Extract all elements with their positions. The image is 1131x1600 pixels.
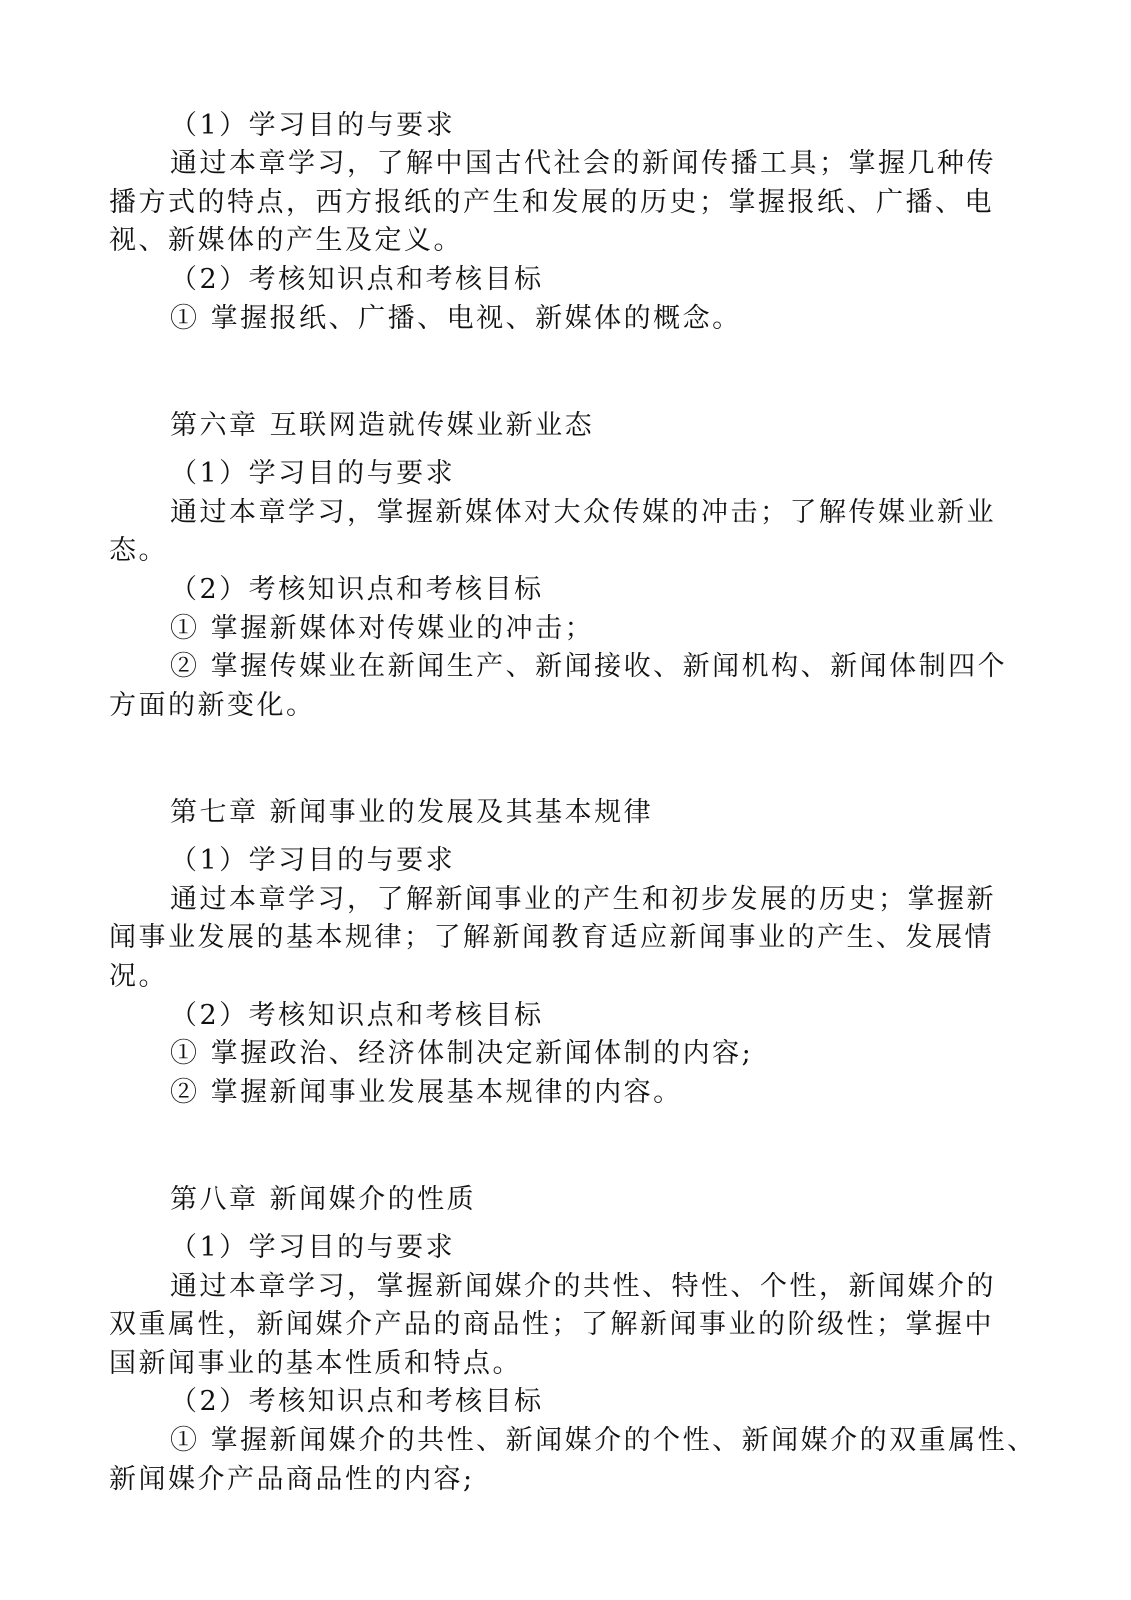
assessment-item: ① 掌握政治、经济体制决定新闻体制的内容; [170, 1038, 754, 1069]
assessment-item-continuation: 新闻媒介产品商品性的内容; [109, 1464, 475, 1495]
objective-text-line: 通过本章学习，了解新闻事业的产生和初步发展的历史；掌握新 [170, 884, 996, 915]
objective-text-line: 闻事业发展的基本规律；了解新闻教育适应新闻事业的产生、发展情 [109, 922, 994, 953]
assessment-heading: （2）考核知识点和考核目标 [170, 1386, 544, 1417]
chapter-title: 第六章 互联网造就传媒业新业态 [170, 410, 595, 441]
chapter-title: 第八章 新闻媒介的性质 [170, 1184, 477, 1215]
objective-heading: （1）学习目的与要求 [170, 845, 456, 876]
objective-text-line: 通过本章学习，掌握新媒体对大众传媒的冲击；了解传媒业新业 [170, 497, 996, 528]
objective-heading: （1）学习目的与要求 [170, 110, 456, 141]
objective-text-line: 通过本章学习，掌握新闻媒介的共性、特性、个性，新闻媒介的 [170, 1271, 996, 1302]
objective-heading: （1）学习目的与要求 [170, 458, 456, 489]
assessment-heading: （2）考核知识点和考核目标 [170, 1000, 544, 1031]
objective-text-line: 视、新媒体的产生及定义。 [109, 225, 463, 256]
assessment-item-continuation: 方面的新变化。 [109, 690, 316, 721]
assessment-item: ② 掌握传媒业在新闻生产、新闻接收、新闻机构、新闻体制四个 [170, 651, 1008, 682]
objective-text-line: 态。 [109, 535, 168, 566]
objective-text-line: 通过本章学习，了解中国古代社会的新闻传播工具；掌握几种传 [170, 148, 996, 179]
chapter-title: 第七章 新闻事业的发展及其基本规律 [170, 797, 654, 828]
objective-text-line: 况。 [109, 961, 168, 992]
objective-text-line: 双重属性，新闻媒介产品的商品性；了解新闻事业的阶级性；掌握中 [109, 1309, 994, 1340]
assessment-item: ① 掌握新闻媒介的共性、新闻媒介的个性、新闻媒介的双重属性、 [170, 1425, 1037, 1456]
objective-text-line: 播方式的特点，西方报纸的产生和发展的历史；掌握报纸、广播、电 [109, 187, 994, 218]
objective-text-line: 国新闻事业的基本性质和特点。 [109, 1348, 522, 1379]
objective-heading: （1）学习目的与要求 [170, 1232, 456, 1263]
assessment-item: ① 掌握新媒体对传媒业的冲击； [170, 613, 595, 644]
assessment-item: ① 掌握报纸、广播、电视、新媒体的概念。 [170, 303, 742, 334]
assessment-item: ② 掌握新闻事业发展基本规律的内容。 [170, 1077, 683, 1108]
assessment-heading: （2）考核知识点和考核目标 [170, 264, 544, 295]
assessment-heading: （2）考核知识点和考核目标 [170, 574, 544, 605]
